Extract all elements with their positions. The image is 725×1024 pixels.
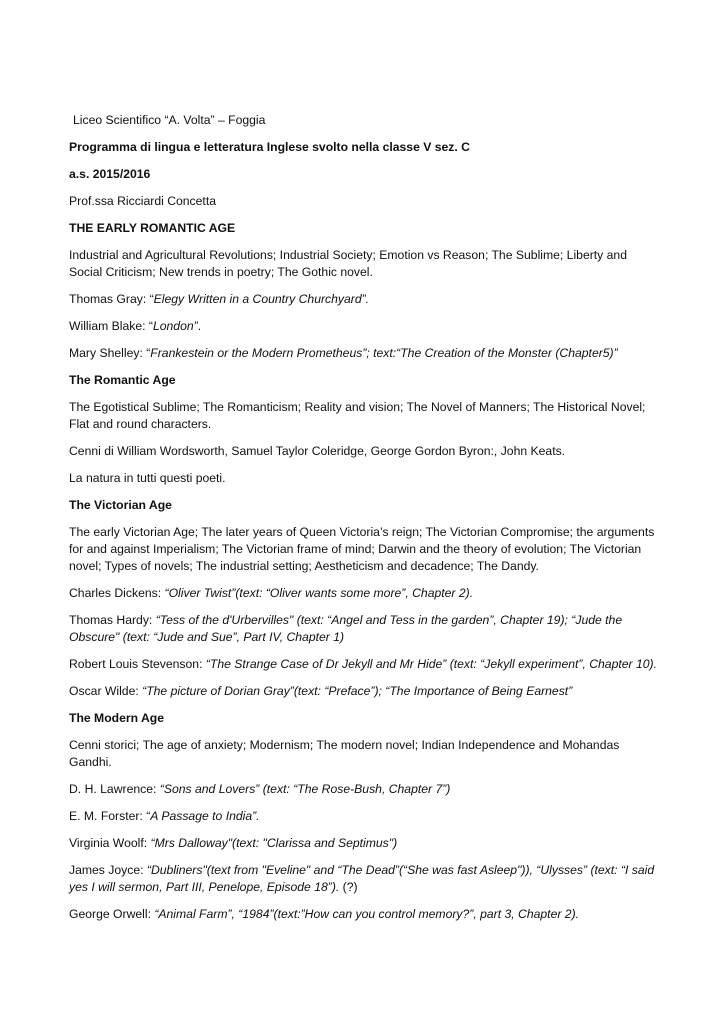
work-lawrence: “Sons and Lovers” (text: “The Rose-Bush, Chapter 7”) [159, 782, 451, 796]
author-stevenson: Robert Louis Stevenson: [69, 657, 206, 671]
romantic-natura: La natura in tutti questi poeti. [69, 471, 226, 485]
author-gray: Thomas Gray: “ [69, 292, 154, 306]
work-hardy: “Tess of the d'Urbervilles" (text: “Angel and Tess in the garden”, Chapter 19); “Jude the Obscure" (text: “Jude and Sue”, Part IV, Chapter 1) [69, 613, 623, 644]
author-hardy: Thomas Hardy: [69, 613, 156, 627]
entry-lawrence [69, 781, 659, 798]
entry-hardy [69, 612, 659, 646]
blake-end: . [197, 319, 202, 333]
author-forster: E. M. Forster: “ [69, 809, 151, 823]
programme-title: Programma di lingua e letteratura Inglese svolto nella classe V sez. C [69, 140, 470, 154]
modern-topics: Cenni storici; The age of anxiety; Modernism; The modern novel; Indian Independence and Mohandas Gandhi. [69, 738, 620, 769]
work-forster: A Passage to India”. [150, 809, 260, 823]
author-joyce: James Joyce: [69, 863, 147, 877]
entry-dickens [69, 585, 659, 602]
work-joyce: “Dubliners"(text from "Eveline" and “The Dead”(“She was fast Asleep")), “Ulysses” (text: “I said yes I will sermon, Part III, Penelope, Episode 18”). [69, 863, 655, 894]
entry-forster [69, 808, 659, 825]
entry-stevenson [69, 656, 659, 673]
work-orwell: “Animal Farm”, “1984”(text:”How can you control memory?”, part 3, Chapter 2). [154, 907, 580, 921]
work-woolf: “Mrs Dalloway"(text: "Clarissa and Septimus") [150, 836, 398, 850]
teacher-name: Prof.ssa Ricciardi Concetta [69, 194, 216, 208]
section-title-romantic: The Romantic Age [69, 373, 176, 387]
entry-woolf [69, 835, 659, 852]
school-name: Liceo Scientifico “A. Volta” – Foggia [73, 113, 266, 127]
work-blake: London” [152, 319, 198, 333]
entry-shelley [69, 345, 659, 362]
entry-joyce [69, 862, 659, 896]
author-shelley: Mary Shelley: “ [69, 346, 151, 360]
author-dickens: Charles Dickens: [69, 586, 165, 600]
work-shelley: Frankestein or the Modern Prometheus”; text:“The Creation of the Monster (Chapter5)” [150, 346, 618, 360]
section-title-early-romantic: THE EARLY ROMANTIC AGE [69, 221, 236, 235]
work-dickens: “Oliver Twist”(text: “Oliver wants some more”, Chapter 2). [164, 586, 474, 600]
document-page [69, 112, 659, 933]
entry-gray [69, 291, 659, 308]
section-title-victorian: The Victorian Age [69, 498, 172, 512]
early-romantic-topics: Industrial and Agricultural Revolutions; Industrial Society; Emotion vs Reason; The Sublime; Liberty and Social Criticism; New trends in poetry; The Gothic novel. [69, 248, 627, 279]
author-woolf: Virginia Woolf: [69, 836, 151, 850]
entry-orwell [69, 906, 659, 923]
romantic-topics: The Egotistical Sublime; The Romanticism; Reality and vision; The Novel of Manners; The Historical Novel; Flat and round characters. [69, 400, 646, 431]
work-gray: Elegy Written in a Country Churchyard”. [153, 292, 370, 306]
author-lawrence: D. H. Lawrence: [69, 782, 160, 796]
section-title-modern: The Modern Age [69, 711, 165, 725]
entry-blake [69, 318, 659, 335]
author-wilde: Oscar Wilde: [69, 684, 143, 698]
school-year: a.s. 2015/2016 [69, 167, 151, 181]
entry-wilde [69, 683, 659, 700]
work-wilde: “The picture of Dorian Gray”(text: “Preface”); “The Importance of Being Earnest” [142, 684, 573, 698]
joyce-end: (?) [339, 880, 358, 894]
romantic-cenni: Cenni di William Wordsworth, Samuel Taylor Coleridge, George Gordon Byron:, John Keats. [69, 444, 566, 458]
work-stevenson: “The Strange Case of Dr Jekyll and Mr Hide” (text: “Jekyll experiment”, Chapter 10). [205, 657, 657, 671]
author-orwell: George Orwell: [69, 907, 155, 921]
author-blake: William Blake: “ [69, 319, 153, 333]
victorian-topics: The early Victorian Age; The later years of Queen Victoria’s reign; The Victorian Compromise; the arguments for and against Imperialism; The Victorian frame of mind; Darwin and the theory of evolution; The Victorian novel; Types of novels; The industrial setting; Aestheticism and decadence; The Dandy. [69, 525, 655, 573]
